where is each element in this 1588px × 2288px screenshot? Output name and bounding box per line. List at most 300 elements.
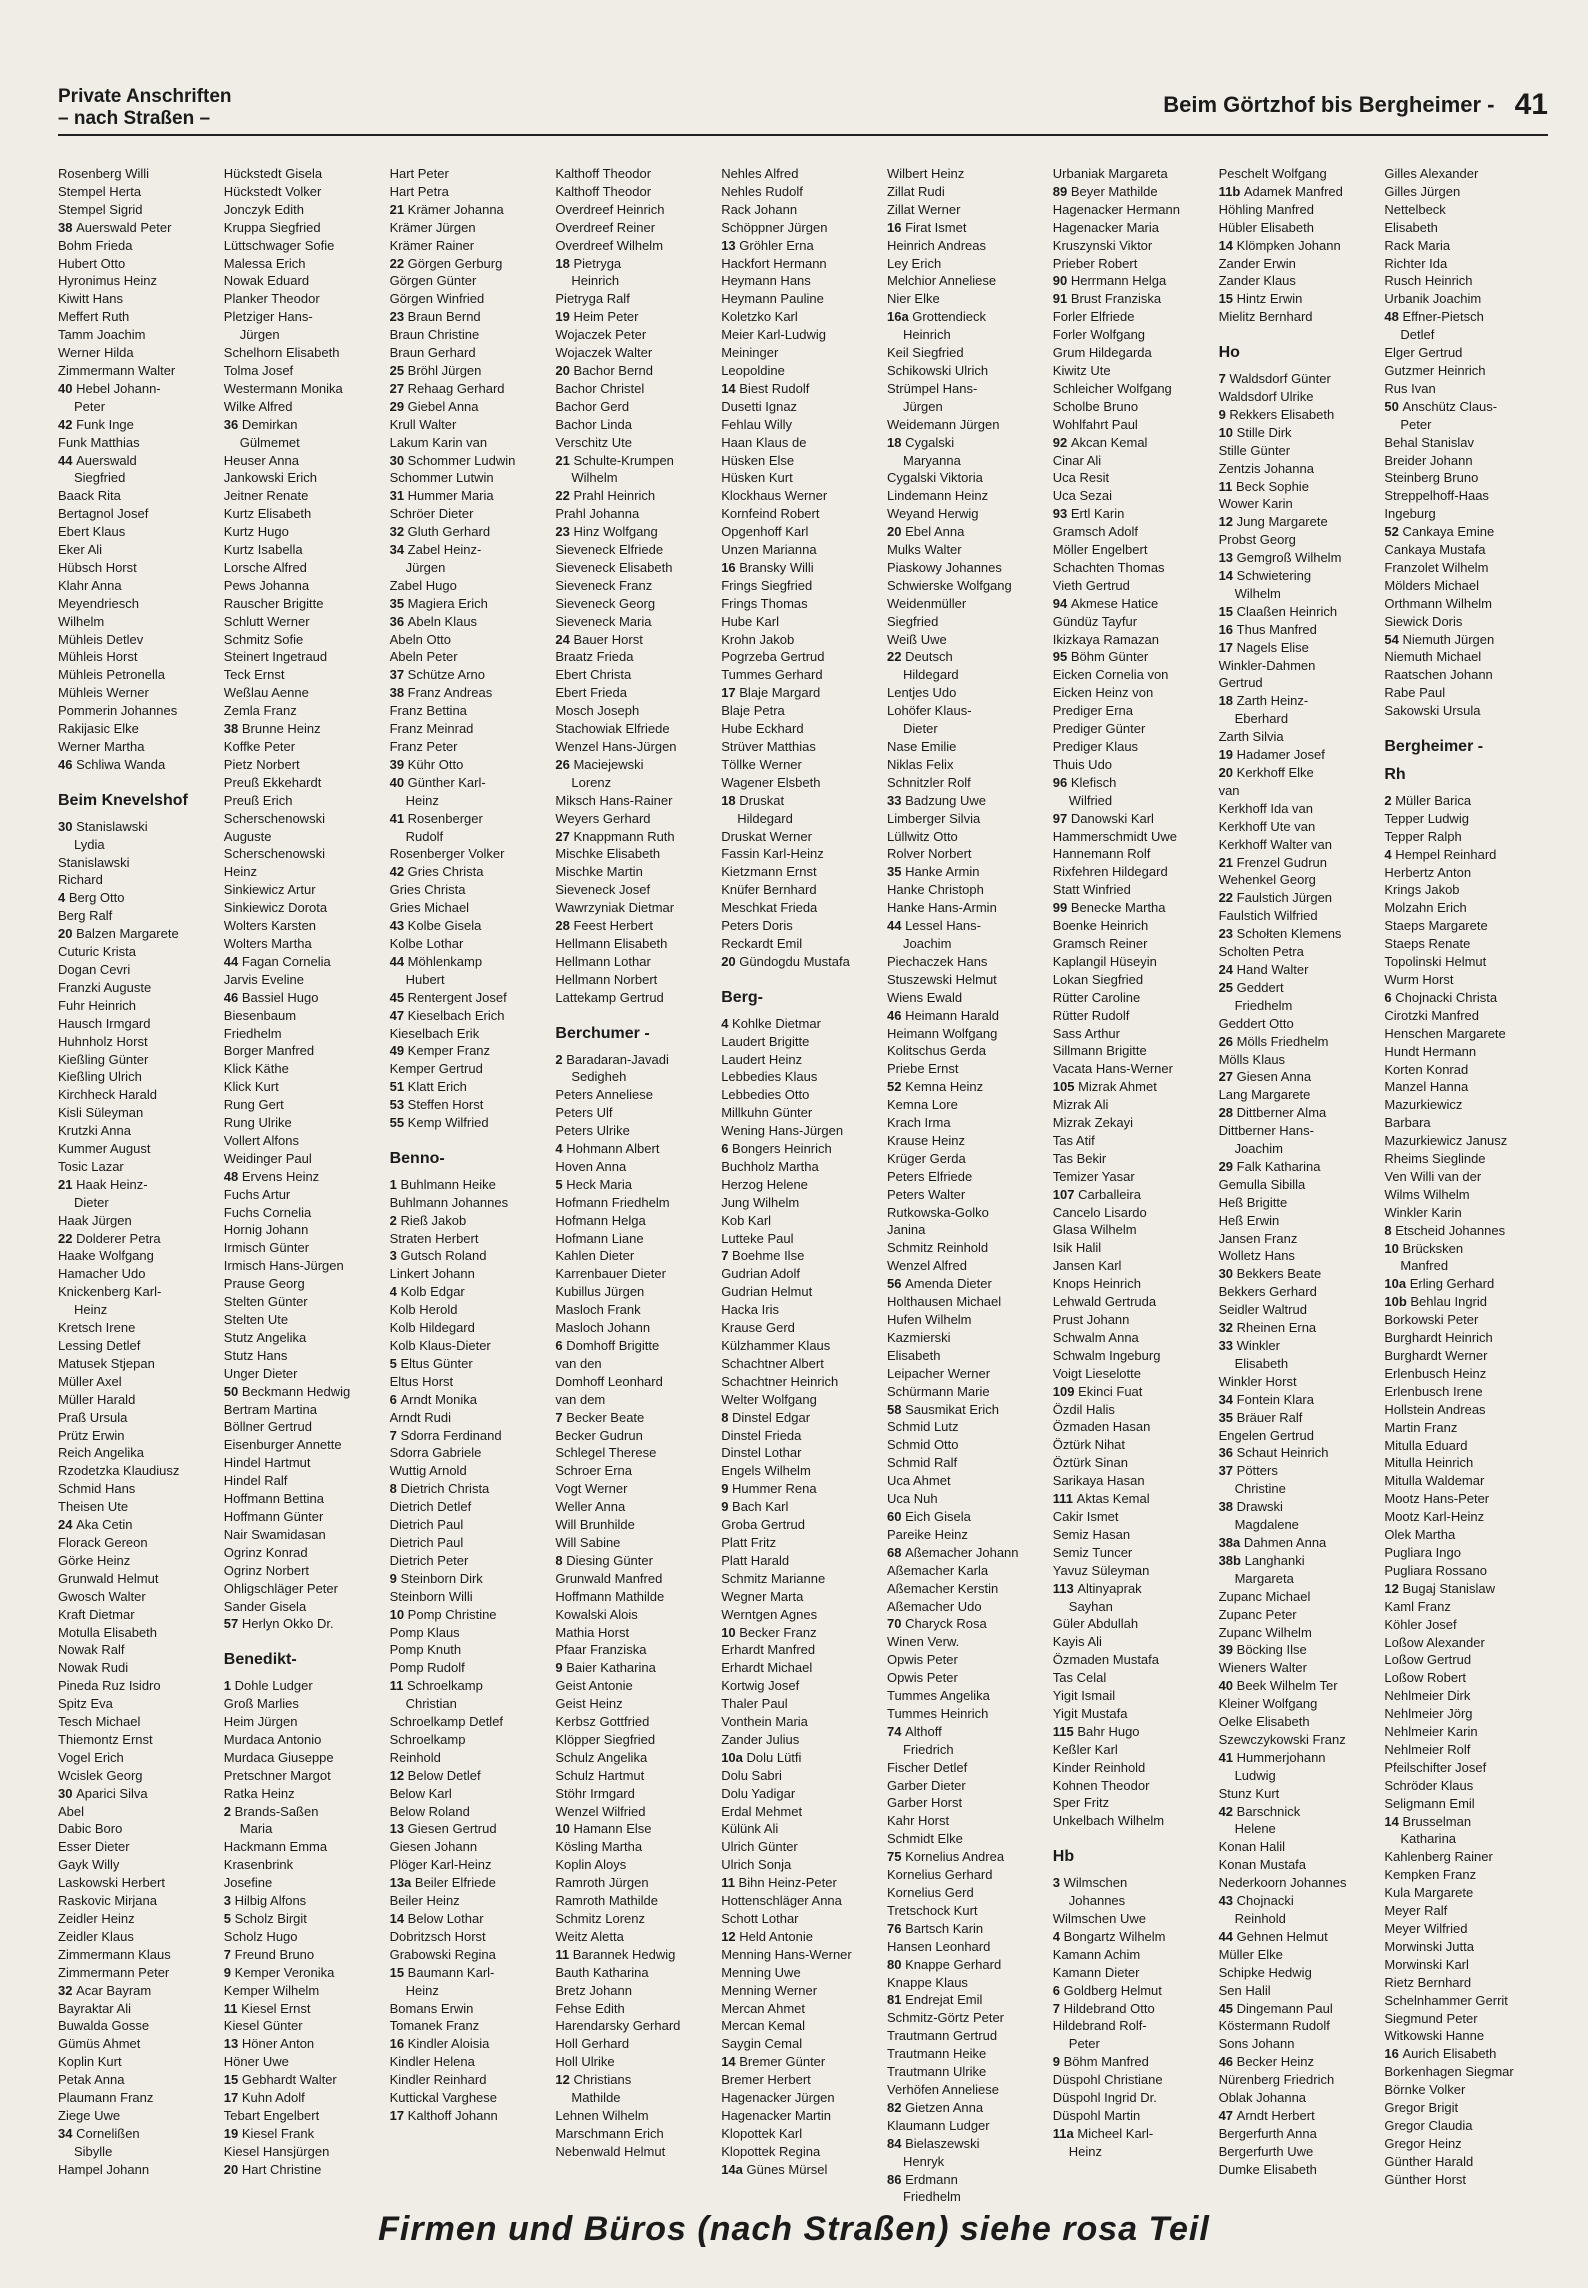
resident-entry: Tebart Engelbert xyxy=(223,2107,320,2123)
resident-entry: Haan Klaus de xyxy=(721,434,807,450)
resident-entry: Kruppa Siegfried xyxy=(223,219,321,235)
resident-entry: Prause Georg xyxy=(223,1276,305,1292)
street-heading: Benedikt- xyxy=(223,1651,297,1669)
resident-entry: 58 Sausmikat Erich xyxy=(886,1401,999,1417)
resident-entry: Grum Hildegarda xyxy=(1052,345,1152,361)
resident-entry: Heinz xyxy=(405,792,439,808)
resident-entry: 3 Gutsch Roland xyxy=(389,1248,487,1264)
resident-entry: 22 Dolderer Petra xyxy=(58,1230,161,1246)
resident-entry: 11b Adamek Manfred xyxy=(1218,183,1343,199)
resident-entry: Witkowski Hanne xyxy=(1384,2028,1485,2044)
resident-entry: Zupanc Wilhelm xyxy=(1218,1624,1312,1640)
resident-entry: Knickenberg Karl- xyxy=(58,1284,162,1300)
resident-entry: Mathia Horst xyxy=(555,1624,630,1640)
page-header-left xyxy=(58,86,232,130)
resident-entry: 11 Barannek Hedwig xyxy=(555,1946,676,1962)
resident-entry: Wilke Alfred xyxy=(223,398,293,414)
resident-entry: Piechaczek Hans xyxy=(886,953,988,969)
resident-entry: Trautmann Heike xyxy=(886,2046,987,2062)
resident-entry: Will Sabine xyxy=(555,1534,621,1550)
resident-entry: Mühleis Werner xyxy=(58,685,149,701)
resident-entry: Fuchs Cornelia xyxy=(223,1204,312,1220)
resident-entry: Mercan Ahmet xyxy=(721,2000,806,2016)
resident-entry: Zupanc Michael xyxy=(1218,1588,1311,1604)
resident-entry: Johannes xyxy=(1068,1893,1126,1909)
resident-entry: Schnitzler Rolf xyxy=(886,774,971,790)
resident-entry: Mölls Klaus xyxy=(1218,1051,1286,1067)
directory-column xyxy=(390,165,556,2190)
resident-entry: Konan Halil xyxy=(1218,1839,1286,1855)
resident-entry: 46 Becker Heinz xyxy=(1218,2054,1314,2070)
resident-entry: 92 Akcan Kemal xyxy=(1052,434,1148,450)
resident-entry: 7 Freund Bruno xyxy=(223,1946,315,1962)
resident-entry: Domhoff Leonhard xyxy=(555,1373,663,1389)
resident-entry: 22 Prahl Heinrich xyxy=(555,488,656,504)
resident-entry: 107 Carballeira xyxy=(1052,1186,1141,1202)
resident-entry: Hanke Hans-Armin xyxy=(886,900,997,916)
resident-entry: Pfeilschifter Josef xyxy=(1384,1759,1487,1775)
resident-entry: Henschen Margarete xyxy=(1384,1025,1506,1041)
resident-entry: Pfaar Franziska xyxy=(555,1642,647,1658)
resident-entry: 21 Schulte-Krumpen xyxy=(555,452,674,468)
resident-entry: Bayraktar Ali xyxy=(58,2000,131,2016)
resident-entry: Elisabeth xyxy=(1234,1355,1289,1371)
resident-entry: Murdaca Giuseppe xyxy=(223,1749,334,1765)
resident-entry: 38 Drawski xyxy=(1218,1499,1283,1515)
resident-entry: 14 Brusselman xyxy=(1384,1813,1472,1829)
resident-entry: Tummes Heinrich xyxy=(886,1705,989,1721)
resident-entry: Klopottek Regina xyxy=(721,2143,821,2159)
resident-entry: 20 Ebel Anna xyxy=(886,524,965,540)
resident-entry: 47 Arndt Herbert xyxy=(1218,2107,1315,2123)
resident-entry: 8 Diesing Günter xyxy=(555,1552,653,1568)
resident-entry: 10a Erling Gerhard xyxy=(1384,1276,1495,1292)
resident-entry: Dumke Elisabeth xyxy=(1218,2161,1317,2177)
resident-entry: 6 Arndt Monika xyxy=(389,1391,478,1407)
resident-entry: Stutz Hans xyxy=(223,1347,288,1363)
resident-entry: Jankowski Erich xyxy=(223,470,317,486)
resident-entry: Scholten Petra xyxy=(1218,944,1304,960)
resident-entry: 45 Dingemann Paul xyxy=(1218,2000,1333,2016)
resident-entry: 34 Cornelißen xyxy=(58,2125,140,2141)
resident-entry: 7 Sdorra Ferdinand xyxy=(389,1427,502,1443)
resident-entry: Behal Stanislav xyxy=(1384,434,1474,450)
resident-entry: Hübsch Horst xyxy=(58,559,137,575)
resident-entry: Schmid Otto xyxy=(886,1437,959,1453)
resident-entry: 7 Waldsdorf Günter xyxy=(1218,371,1331,387)
resident-entry: 15 Claaßen Heinrich xyxy=(1218,603,1338,619)
resident-entry: Börnke Volker xyxy=(1384,2082,1466,2098)
resident-entry: Nebenwald Helmut xyxy=(555,2143,666,2159)
resident-entry: Janina xyxy=(886,1222,926,1238)
resident-entry: Winkler Karin xyxy=(1384,1204,1462,1220)
resident-entry: 54 Niemuth Jürgen xyxy=(1384,631,1495,647)
resident-entry: 41 Hummerjohann xyxy=(1218,1749,1326,1765)
resident-entry: Hofmann Friedhelm xyxy=(555,1194,670,1210)
resident-entry: Zillat Rudi xyxy=(886,183,945,199)
resident-entry: Kowalski Alois xyxy=(555,1606,638,1622)
resident-entry: Dinstel Lothar xyxy=(721,1445,802,1461)
resident-entry: Keil Siegfried xyxy=(886,345,964,361)
range-title: Beim Görtzhof bis Bergheimer - xyxy=(1163,92,1495,117)
resident-entry: Cuturic Krista xyxy=(58,944,137,960)
resident-entry: 23 Schołten Klemens xyxy=(1218,926,1342,942)
resident-entry: Werner Hilda xyxy=(58,345,134,361)
resident-entry: Laudert Heinz xyxy=(721,1051,803,1067)
resident-entry: 34 Zabel Heinz- xyxy=(389,542,482,558)
resident-entry: Hoffmann Mathilde xyxy=(555,1588,665,1604)
resident-entry: Ingeburg xyxy=(1384,506,1436,522)
resident-entry: Meyendriesch xyxy=(58,595,139,611)
resident-entry: Aßemacher Kerstin xyxy=(886,1580,999,1596)
resident-entry: Richter Ida xyxy=(1384,255,1448,271)
resident-entry: Kösling Martha xyxy=(555,1839,643,1855)
resident-entry: 2 Baradaran-Javadi xyxy=(555,1051,669,1067)
resident-entry: Zemla Franz xyxy=(223,703,297,719)
resident-entry: Keßler Karl xyxy=(1052,1741,1118,1757)
resident-entry: Hornig Johann xyxy=(223,1222,309,1238)
footer-note: Firmen und Büros (nach Straßen) siehe rosa Teil xyxy=(378,2210,1210,2248)
resident-entry: Statt Winfried xyxy=(1052,882,1131,898)
resident-entry: Urbanik Joachim xyxy=(1384,291,1482,307)
resident-entry: Dieter xyxy=(902,721,938,737)
resident-entry: 6 Chojnacki Christa xyxy=(1384,989,1498,1005)
resident-entry: Hübler Elisabeth xyxy=(1218,219,1314,235)
resident-entry: Klick Käthe xyxy=(223,1061,289,1077)
resident-entry: 74 Althoff xyxy=(886,1723,942,1739)
resident-entry: Sons Johann xyxy=(1218,2036,1295,2052)
resident-entry: Weidemann Jürgen xyxy=(886,416,1000,432)
resident-entry: Hindel Hartmut xyxy=(223,1455,311,1471)
resident-entry: Özmaden Mustafa xyxy=(1052,1652,1159,1668)
resident-entry: Tummes Angelika xyxy=(886,1688,990,1704)
resident-entry: Jeitner Renate xyxy=(223,488,309,504)
resident-entry: 22 Görgen Gerburg xyxy=(389,255,503,271)
resident-entry: Zimmermann Klaus xyxy=(58,1946,171,1962)
resident-entry: Fassin Karl-Heinz xyxy=(721,846,824,862)
resident-entry: Schröder Klaus xyxy=(1384,1777,1474,1793)
resident-entry: Gilles Jürgen xyxy=(1384,183,1461,199)
resident-entry: 10 Becker Franz xyxy=(721,1624,817,1640)
resident-entry: Peters Ulrike xyxy=(555,1123,630,1139)
resident-entry: Erhardt Michael xyxy=(721,1660,813,1676)
resident-entry: 81 Endrejat Emil xyxy=(886,1992,983,2008)
resident-entry: Pugliara Rossano xyxy=(1384,1562,1487,1578)
resident-entry: 28 Feest Herbert xyxy=(555,918,653,934)
resident-entry: Dittberner Hans- xyxy=(1218,1123,1314,1139)
resident-entry: Hube Eckhard xyxy=(721,721,804,737)
resident-entry: Hofmann Liane xyxy=(555,1230,644,1246)
resident-entry: Lohöfer Klaus- xyxy=(886,703,972,719)
resident-entry: Rung Ulrike xyxy=(223,1115,292,1131)
resident-entry: Hansen Leonhard xyxy=(886,1938,991,1954)
resident-entry: Dogan Cevri xyxy=(58,961,131,977)
resident-entry: Tolma Josef xyxy=(223,362,294,378)
resident-entry: Wilbert Heinz xyxy=(886,166,965,181)
spacer xyxy=(58,774,224,782)
resident-entry: Dietrich Peter xyxy=(389,1552,469,1568)
resident-entry: Platt Fritz xyxy=(721,1534,777,1550)
resident-entry: Kummer August xyxy=(58,1141,151,1157)
resident-entry: Staeps Margarete xyxy=(1384,918,1488,934)
resident-entry: Piaskowy Johannes xyxy=(886,559,1002,575)
resident-entry: Pineda Ruz Isidro xyxy=(58,1678,161,1694)
resident-entry: Haak Jürgen xyxy=(58,1212,132,1228)
resident-entry: Stunz Kurt xyxy=(1218,1785,1280,1801)
resident-entry: Kempken Franz xyxy=(1384,1867,1477,1883)
resident-entry: Schlutt Werner xyxy=(223,613,310,629)
resident-entry: Schürmann Marie xyxy=(886,1383,990,1399)
resident-entry: 12 Held Antonie xyxy=(721,1928,813,1944)
resident-entry: Gümüs Ahmet xyxy=(58,2036,141,2052)
resident-entry: Schikowski Ulrich xyxy=(886,362,989,378)
resident-entry: 39 Böcking Ilse xyxy=(1218,1642,1307,1658)
resident-entry: Hoven Anna xyxy=(555,1158,627,1174)
resident-entry: Pretschner Margot xyxy=(223,1767,331,1783)
resident-entry: Prediger Erna xyxy=(1052,703,1133,719)
resident-entry: Seidler Waltrud xyxy=(1218,1302,1307,1318)
resident-entry: 38 Auerswald Peter xyxy=(58,219,172,235)
resident-entry: Reich Angelika xyxy=(58,1445,144,1461)
resident-entry: Overdreef Heinrich xyxy=(555,201,665,217)
resident-entry: 16 Firat Ismet xyxy=(886,219,967,235)
resident-entry: Nowak Eduard xyxy=(223,273,310,289)
resident-entry: Hacka Iris xyxy=(721,1302,779,1318)
resident-entry: Krause Gerd xyxy=(721,1320,795,1336)
directory-columns xyxy=(58,165,1550,2205)
resident-entry: 17 Kuhn Adolf xyxy=(223,2090,305,2106)
resident-entry: 17 Nagels Elise xyxy=(1218,639,1309,655)
resident-entry: Kemper Wilhelm xyxy=(223,1982,320,1998)
resident-entry: 20 Bachor Bernd xyxy=(555,362,653,378)
resident-entry: Hellmann Elisabeth xyxy=(555,935,668,951)
resident-entry: Hube Karl xyxy=(721,613,779,629)
directory-column xyxy=(555,165,721,2190)
resident-entry: Fehlau Willy xyxy=(721,416,792,432)
resident-entry: Wening Hans-Jürgen xyxy=(721,1123,844,1139)
resident-entry: Yigit Ismail xyxy=(1052,1688,1116,1704)
resident-entry: Prust Johann xyxy=(1052,1312,1130,1327)
resident-entry: 1 Buhlmann Heike xyxy=(389,1176,496,1192)
resident-entry: Kurtz Hugo xyxy=(223,524,289,540)
resident-entry: Baack Rita xyxy=(58,488,121,504)
resident-entry: 4 Kohlke Dietmar xyxy=(721,1015,821,1031)
resident-entry: Eicken Heinz von xyxy=(1052,685,1154,701)
resident-entry: Masloch Frank xyxy=(555,1302,641,1318)
resident-entry: Ogrinz Konrad xyxy=(223,1544,308,1560)
resident-entry: Aßemacher Karla xyxy=(886,1562,989,1578)
resident-entry: Töllke Werner xyxy=(721,756,802,772)
resident-entry: 5 Heck Maria xyxy=(555,1176,632,1192)
resident-entry: 36 Demirkan xyxy=(223,416,298,432)
resident-entry: Jung Wilhelm xyxy=(721,1194,800,1210)
resident-entry: Krämer Rainer xyxy=(389,237,475,253)
resident-entry: Wuttig Arnold xyxy=(389,1463,467,1479)
resident-entry: Gregor Brigit xyxy=(1384,2100,1459,2116)
resident-entry: 105 Mizrak Ahmet xyxy=(1052,1079,1157,1095)
resident-entry: Faulstich Wilfried xyxy=(1218,908,1318,924)
resident-entry: 13 Gröhler Erna xyxy=(721,237,814,253)
resident-entry: Bohm Frieda xyxy=(58,237,133,253)
resident-entry: Mitulla Waldemar xyxy=(1384,1473,1485,1489)
resident-entry: Güler Abdullah xyxy=(1052,1616,1139,1632)
resident-entry: Kieselbach Erik xyxy=(389,1025,480,1041)
resident-entry: Planker Theodor xyxy=(223,291,320,307)
resident-entry: Nehlmeier Dirk xyxy=(1384,1688,1471,1704)
resident-entry: Weidenmüller xyxy=(886,595,967,611)
resident-entry: Vacata Hans-Werner xyxy=(1052,1061,1173,1077)
spacer xyxy=(555,1007,721,1015)
resident-entry: Groß Marlies xyxy=(223,1696,299,1712)
resident-entry: Kolb Hildegard xyxy=(389,1320,475,1336)
resident-entry: Kula Margarete xyxy=(1384,1885,1474,1901)
resident-entry: Zarth Silvia xyxy=(1218,729,1284,745)
resident-entry: 10a Dolu Lütfi xyxy=(721,1749,802,1765)
resident-entry: Schelnhammer Gerrit xyxy=(1384,1992,1508,2008)
resident-entry: van den xyxy=(555,1355,602,1371)
resident-entry: Menning Uwe xyxy=(721,1964,801,1980)
resident-entry: Schott Lothar xyxy=(721,1911,799,1926)
resident-entry: Wagener Elsbeth xyxy=(721,774,821,790)
resident-entry: Miksch Hans-Rainer xyxy=(555,792,673,808)
resident-entry: Oblak Johanna xyxy=(1218,2090,1307,2106)
resident-entry: Peters Ulf xyxy=(555,1105,613,1121)
resident-entry: Dieter xyxy=(74,1194,109,1210)
resident-entry: 44 Möhlenkamp xyxy=(389,953,483,969)
resident-entry: 95 Böhm Günter xyxy=(1052,649,1149,665)
resident-entry: Topolinski Helmut xyxy=(1384,954,1487,970)
resident-entry: Bekkers Gerhard xyxy=(1218,1284,1317,1300)
resident-entry: Uca Nuh xyxy=(886,1491,938,1507)
resident-entry: Rack Johann xyxy=(721,201,798,217)
resident-entry: Krohn Jakob xyxy=(721,631,795,647)
resident-entry: Kießling Günter xyxy=(58,1051,149,1067)
resident-entry: Ulrich Sonja xyxy=(721,1857,792,1873)
resident-entry: Schleicher Wolfgang xyxy=(1052,380,1172,396)
resident-entry: Raskovic Mirjana xyxy=(58,1893,157,1909)
resident-entry: Sieveneck Josef xyxy=(555,882,651,898)
resident-entry: 22 Faulstich Jürgen xyxy=(1218,890,1333,906)
resident-entry: Cinar Ali xyxy=(1052,452,1102,468)
resident-entry: Mazurkiewicz Janusz xyxy=(1384,1133,1508,1149)
resident-entry: Erhardt Manfred xyxy=(721,1642,816,1658)
resident-entry: Rabe Paul xyxy=(1384,685,1446,701)
resident-entry: Borkowski Peter xyxy=(1384,1312,1479,1328)
resident-entry: Wilmschen Uwe xyxy=(1052,1911,1146,1926)
resident-entry: Preuß Ekkehardt xyxy=(223,774,322,790)
resident-entry: Ven Willi van der xyxy=(1384,1168,1482,1184)
resident-entry: 12 Jung Margarete xyxy=(1218,514,1328,530)
resident-entry: Buchholz Martha xyxy=(721,1158,819,1174)
resident-entry: Maryanna xyxy=(902,452,961,468)
resident-entry: Düspohl Martin xyxy=(1052,2107,1141,2123)
resident-entry: Oelke Elisabeth xyxy=(1218,1714,1310,1730)
resident-entry: Sinkiewicz Artur xyxy=(223,882,316,898)
resident-entry: Kolb Herold xyxy=(389,1302,458,1318)
resident-entry: 3 Hilbig Alfons xyxy=(223,1893,307,1909)
resident-entry: Overdreef Reiner xyxy=(555,219,656,235)
resident-entry: Nehlmeier Jörg xyxy=(1384,1706,1473,1722)
resident-entry: Orthmann Wilhelm xyxy=(1384,595,1493,611)
resident-entry: Kietzmann Ernst xyxy=(721,864,817,880)
resident-entry: Jürgen xyxy=(902,398,943,414)
resident-entry: Fuchs Artur xyxy=(223,1186,291,1202)
resident-entry: Wcislek Georg xyxy=(58,1767,143,1783)
resident-entry: Krüger Gerda xyxy=(886,1150,966,1166)
resident-entry: 18 Cygalski xyxy=(886,434,955,450)
resident-entry: Engelen Gertrud xyxy=(1218,1427,1314,1443)
resident-entry: Braatz Frieda xyxy=(555,649,634,665)
resident-entry: Lydia xyxy=(74,836,105,852)
resident-entry: Schommer Lutwin xyxy=(389,470,494,486)
resident-entry: Hildegard xyxy=(902,667,959,683)
directory-column xyxy=(886,165,1053,2205)
resident-entry: Masloch Johann xyxy=(555,1320,651,1336)
resident-entry: Friedrich xyxy=(902,1741,954,1757)
resident-entry: Zeidler Klaus xyxy=(58,1928,134,1944)
resident-entry: Praß Ursula xyxy=(58,1409,128,1425)
resident-entry: 28 Dittberner Alma xyxy=(1218,1105,1327,1121)
resident-entry: Klick Kurt xyxy=(223,1079,279,1095)
resident-entry: 44 Gehnen Helmut xyxy=(1218,1928,1328,1944)
resident-entry: 35 Hanke Armin xyxy=(886,864,980,880)
resident-entry: Garber Dieter xyxy=(886,1777,966,1793)
resident-entry: Peter xyxy=(1400,416,1432,432)
resident-entry: 27 Giesen Anna xyxy=(1218,1069,1312,1085)
resident-entry: Gries Christa xyxy=(389,882,466,898)
resident-entry: Preuß Erich xyxy=(223,792,293,808)
resident-entry: Mercan Kemal xyxy=(721,2018,805,2034)
resident-entry: Joachim xyxy=(1234,1141,1283,1157)
resident-entry: Steinert Ingetraud xyxy=(223,649,328,665)
resident-entry: Joachim xyxy=(902,935,952,951)
resident-entry: 19 Kiesel Frank xyxy=(223,2125,315,2141)
resident-entry: Hüsken Else xyxy=(721,452,795,468)
resident-entry: 75 Kornelius Andrea xyxy=(886,1849,1005,1865)
resident-entry: 99 Benecke Martha xyxy=(1052,900,1166,916)
resident-entry: Raatschen Johann xyxy=(1384,667,1493,683)
resident-entry: Prütz Erwin xyxy=(58,1427,125,1443)
resident-entry: Klaumann Ludger xyxy=(886,2117,990,2133)
resident-entry: Nowak Ralf xyxy=(58,1642,125,1658)
spacer xyxy=(224,1633,390,1641)
resident-entry: 68 Aßemacher Johann xyxy=(886,1544,1019,1560)
resident-entry: 7 Boehme Ilse xyxy=(721,1248,805,1264)
resident-entry: Tas Atif xyxy=(1052,1132,1095,1148)
resident-entry: Hannemann Rolf xyxy=(1052,846,1151,862)
resident-entry: Franzki Auguste xyxy=(58,979,152,995)
resident-entry: Sakowski Ursula xyxy=(1384,703,1481,719)
resident-entry: Schachtner Heinrich xyxy=(721,1373,839,1389)
resident-entry: Kiesel Günter xyxy=(223,2018,303,2034)
resident-entry: Cankaya Mustafa xyxy=(1384,542,1486,558)
page-header-right xyxy=(1163,88,1548,122)
resident-entry: Friedhelm xyxy=(902,2189,961,2205)
resident-entry: 89 Beyer Mathilde xyxy=(1052,183,1158,199)
resident-entry: Wegner Marta xyxy=(721,1588,804,1604)
resident-entry: 41 Rosenberger xyxy=(389,810,483,826)
resident-entry: Weiß Uwe xyxy=(886,631,947,647)
resident-entry: Tepper Ludwig xyxy=(1384,810,1469,826)
resident-entry: Peter xyxy=(74,398,106,414)
resident-entry: Kisli Süleyman xyxy=(58,1105,144,1121)
resident-entry: Kaplangil Hüseyin xyxy=(1052,953,1157,969)
resident-entry: Jansen Franz xyxy=(1218,1230,1298,1246)
resident-entry: Meier Karl-Ludwig xyxy=(721,327,826,343)
resident-entry: Motulla Elisabeth xyxy=(58,1624,157,1640)
resident-entry: 39 Kühr Otto xyxy=(389,756,464,772)
resident-entry: Auguste xyxy=(223,828,272,844)
